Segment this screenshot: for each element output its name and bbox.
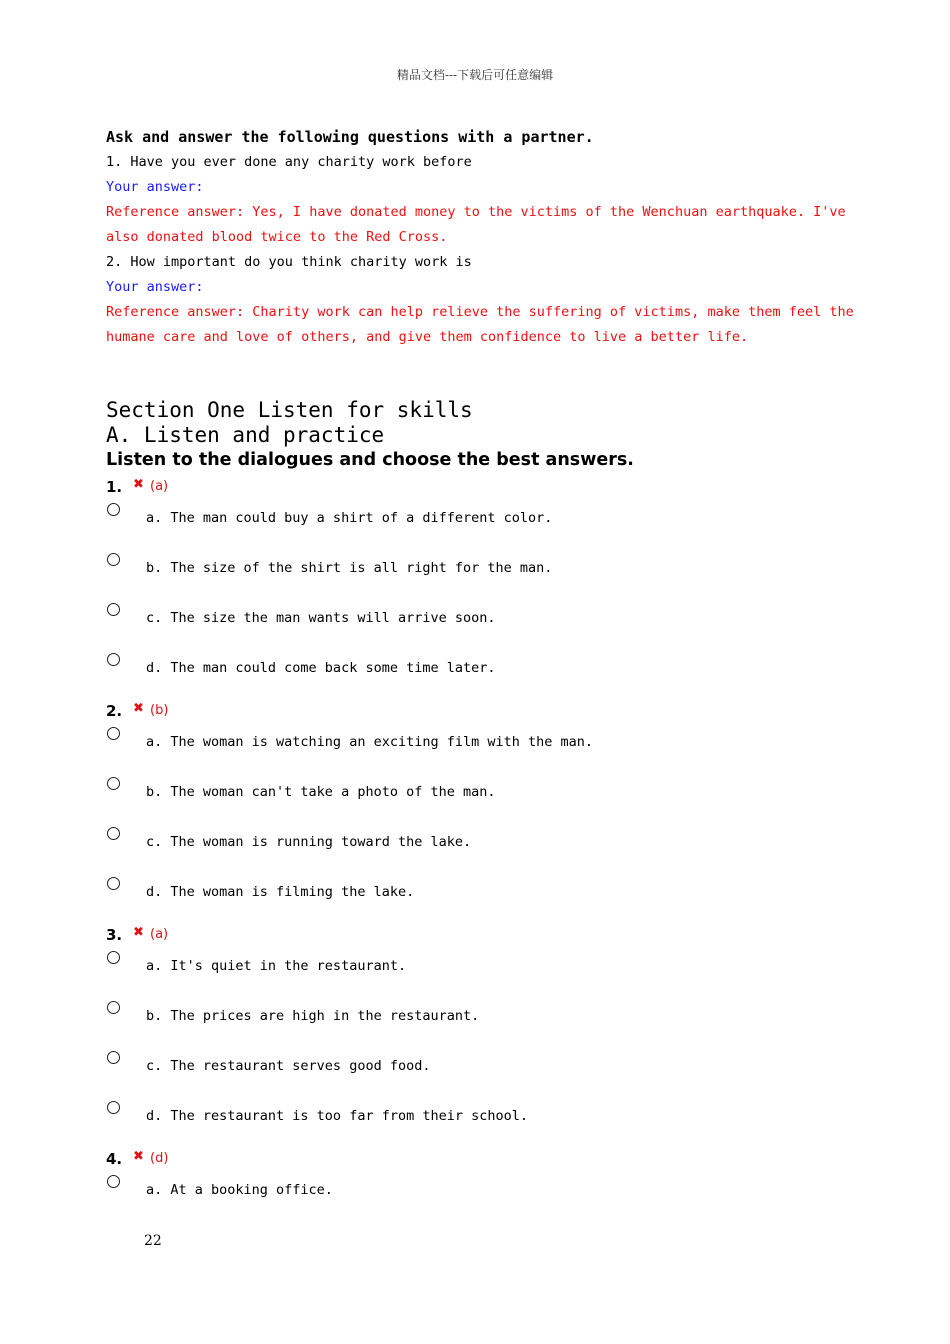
option-text: b. The prices are high in the restaurant. <box>146 1008 480 1024</box>
option-radio[interactable] <box>107 1175 120 1188</box>
reference-answer-1-line-2: also donated blood twice to the Red Cross. <box>106 229 448 245</box>
option-radio[interactable] <box>107 603 120 616</box>
reference-answer-2-line-2: humane care and love of others, and give them confidence to live a better life. <box>106 329 749 345</box>
option-text: d. The woman is filming the lake. <box>146 884 415 900</box>
question-1-text: 1. Have you ever done any charity work before <box>106 154 472 170</box>
your-answer-label-2: Your answer: <box>106 279 204 295</box>
question-number: 1. <box>106 478 123 496</box>
correct-answer: (a) <box>150 927 169 942</box>
option-radio[interactable] <box>107 877 120 890</box>
option-text: a. It's quiet in the restaurant. <box>146 958 407 974</box>
option-text: c. The size the man wants will arrive soon. <box>146 610 496 626</box>
option-radio[interactable] <box>107 827 120 840</box>
option-text: a. At a booking office. <box>146 1182 333 1198</box>
option-text: a. The man could buy a shirt of a different color. <box>146 510 553 526</box>
page-header: 精品文档---下载后可任意编辑 <box>396 68 554 82</box>
discussion-title: Ask and answer the following questions with a partner. <box>106 128 594 146</box>
question-2-text: 2. How important do you think charity work is <box>106 254 472 270</box>
your-answer-label-1: Your answer: <box>106 179 204 195</box>
option-radio[interactable] <box>107 1051 120 1064</box>
option-radio[interactable] <box>107 1001 120 1014</box>
question-number: 2. <box>106 702 123 720</box>
option-radio[interactable] <box>107 653 120 666</box>
option-radio[interactable] <box>107 553 120 566</box>
option-radio[interactable] <box>107 503 120 516</box>
section-subtitle: A. Listen and practice <box>106 423 385 447</box>
option-text: b. The size of the shirt is all right for the man. <box>146 560 553 576</box>
reference-answer-1-line-1: Reference answer: Yes, I have donated money to the victims of the Wenchuan earthquake. I've <box>106 204 846 220</box>
option-radio[interactable] <box>107 951 120 964</box>
section-title: Section One Listen for skills <box>106 398 473 422</box>
option-text: d. The restaurant is too far from their school. <box>146 1108 529 1124</box>
option-text: b. The woman can't take a photo of the man. <box>146 784 496 800</box>
option-text: a. The woman is watching an exciting film with the man. <box>146 734 594 750</box>
correct-answer: (b) <box>150 703 169 718</box>
correct-answer: (a) <box>150 479 169 494</box>
option-radio[interactable] <box>107 777 120 790</box>
option-text: d. The man could come back some time later. <box>146 660 496 676</box>
cross-icon: ✖ <box>133 477 144 492</box>
question-number: 3. <box>106 926 123 944</box>
option-text: c. The restaurant serves good food. <box>146 1058 431 1074</box>
option-radio[interactable] <box>107 1101 120 1114</box>
cross-icon: ✖ <box>133 701 144 716</box>
option-radio[interactable] <box>107 727 120 740</box>
question-number: 4. <box>106 1150 123 1168</box>
page-number: 22 <box>144 1233 162 1249</box>
option-text: c. The woman is running toward the lake. <box>146 834 472 850</box>
reference-answer-2-line-1: Reference answer: Charity work can help relieve the suffering of victims, make them feel the <box>106 304 854 320</box>
cross-icon: ✖ <box>133 1149 144 1164</box>
section-instruction: Listen to the dialogues and choose the best answers. <box>106 450 634 470</box>
cross-icon: ✖ <box>133 925 144 940</box>
correct-answer: (d) <box>150 1151 169 1166</box>
